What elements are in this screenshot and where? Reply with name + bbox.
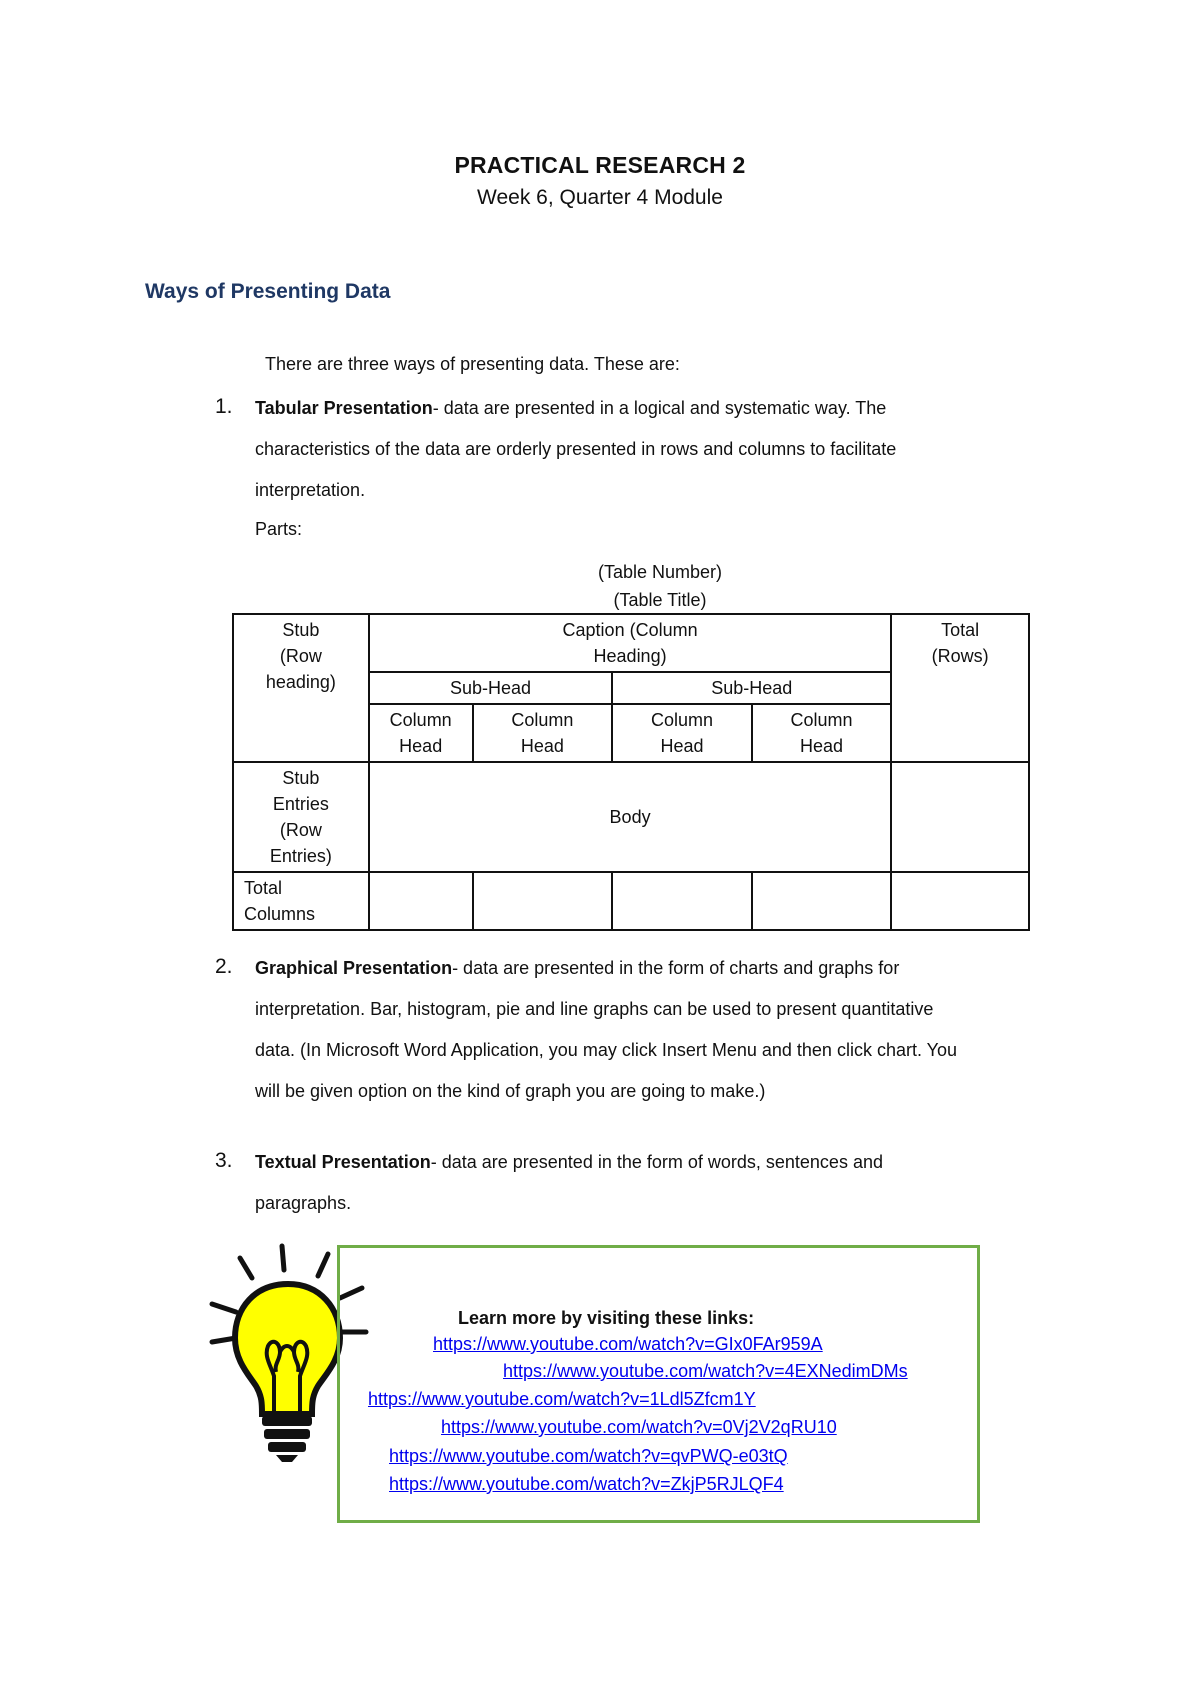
column-head-cell: Column Head (473, 704, 613, 762)
section-heading: Ways of Presenting Data (145, 280, 391, 303)
link-1[interactable]: https://www.youtube.com/watch?v=GIx0FAr959A (433, 1334, 823, 1354)
intro-text: There are three ways of presenting data. These are: (265, 354, 680, 374)
empty-cell (612, 872, 752, 930)
list-text (255, 948, 1065, 1112)
list-text (255, 1142, 1065, 1224)
text-line: - data are presented in the form of words, sentences and (430, 1152, 883, 1172)
page-title: PRACTICAL RESEARCH 2 (454, 152, 746, 178)
list-text (255, 388, 1065, 511)
link-3[interactable]: https://www.youtube.com/watch?v=1Ldl5Zfcm1Y (368, 1389, 756, 1409)
text-line: interpretation. (255, 480, 366, 500)
text-line: - data are presented in a logical and systematic way. The (432, 398, 887, 418)
parts-label: Parts: (255, 519, 303, 539)
empty-cell (752, 872, 892, 930)
subhead-cell: Sub-Head (369, 672, 612, 704)
term-label: Tabular Presentation (255, 398, 433, 418)
column-head-cell: Column Head (752, 704, 892, 762)
text-line: data. (In Microsoft Word Application, you may click Insert Menu and then click chart. You (255, 1040, 958, 1060)
text-line: will be given option on the kind of graph you are going to make.) (255, 1081, 766, 1101)
term-label: Textual Presentation (255, 1152, 431, 1172)
table-number-label: (Table Number) (597, 562, 723, 582)
empty-cell (891, 872, 1029, 930)
table-title-label: (Table Title) (613, 590, 707, 610)
links-lead: Learn more by visiting these links: (458, 1308, 755, 1328)
text-line: - data are presented in the form of charts and graphs for (452, 958, 900, 978)
caption-cell: Caption (Column Heading) (369, 614, 892, 672)
term-label: Graphical Presentation (255, 958, 453, 978)
links-box (337, 1245, 980, 1523)
column-head-cell: Column Head (369, 704, 473, 762)
link-4[interactable]: https://www.youtube.com/watch?v=0Vj2V2qRU10 (441, 1417, 837, 1437)
text-line: characteristics of the data are orderly presented in rows and columns to facilitate (255, 439, 897, 459)
total-rows-cell: Total (Rows) (891, 614, 1029, 762)
body-cell: Body (369, 762, 892, 872)
list-number: 3. (215, 1149, 233, 1172)
empty-cell (891, 762, 1029, 872)
list-number: 1. (215, 395, 233, 418)
link-6[interactable]: https://www.youtube.com/watch?v=ZkjP5RJLQF4 (389, 1474, 784, 1494)
empty-cell (369, 872, 473, 930)
stub-cell: Stub (Row heading) (233, 614, 369, 762)
table-parts-diagram (232, 613, 1030, 931)
subhead-cell: Sub-Head (612, 672, 891, 704)
column-head-cell: Column Head (612, 704, 752, 762)
link-2[interactable]: https://www.youtube.com/watch?v=4EXNedimDMs (503, 1361, 908, 1381)
text-line: paragraphs. (255, 1193, 352, 1213)
page-subtitle: Week 6, Quarter 4 Module (477, 186, 723, 209)
text-line: interpretation. Bar, histogram, pie and line graphs can be used to present quantitative (255, 999, 934, 1019)
empty-cell (473, 872, 613, 930)
stub-entries-cell: Stub Entries (Row Entries) (233, 762, 369, 872)
list-number: 2. (215, 955, 233, 978)
link-5[interactable]: https://www.youtube.com/watch?v=qvPWQ-e03tQ (389, 1446, 788, 1466)
total-columns-cell: Total Columns (233, 872, 369, 930)
